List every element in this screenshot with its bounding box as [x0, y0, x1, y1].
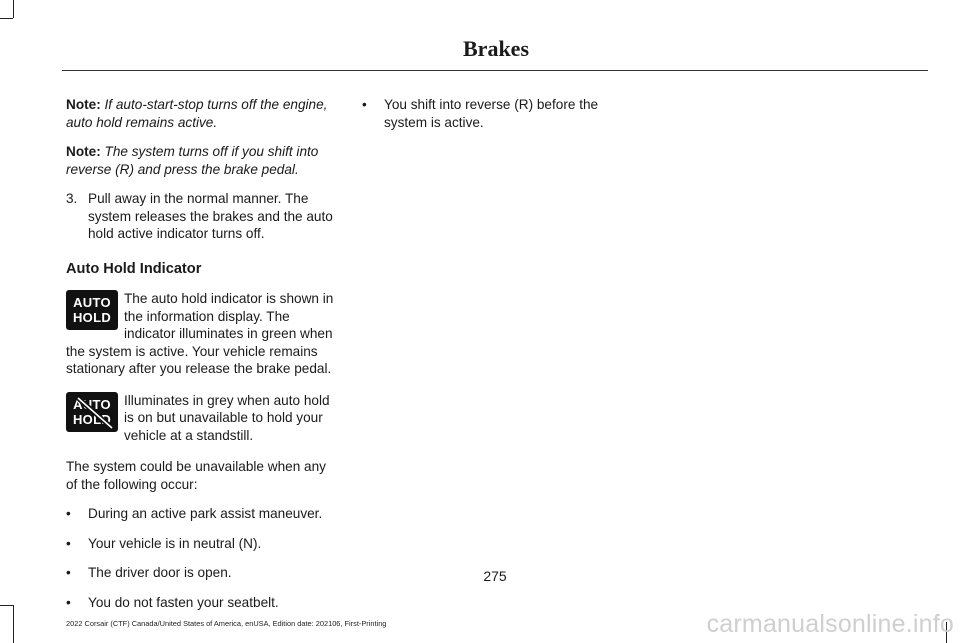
strike-through-icon [66, 392, 118, 432]
list-item-text: The driver door is open. [88, 565, 232, 580]
watermark: carmanualsonline.info [706, 610, 954, 638]
step-number: 3. [66, 191, 78, 206]
note-auto-start-stop [66, 96, 338, 131]
auto-hold-unavailable-icon [66, 392, 118, 432]
step-3 [66, 190, 338, 243]
list-item-text: You do not fasten your seatbelt. [88, 594, 279, 610]
right-column [362, 96, 622, 143]
page-number: 275 [483, 568, 507, 584]
header-divider [62, 70, 928, 71]
indicator-unavailable-block [66, 392, 338, 445]
indicator-active-description: The auto hold indicator is shown in the information display. The indicator illuminates in green when the system is active. Your vehicle remains stationary after you release the brake pedal. [66, 291, 334, 376]
list-item [66, 564, 338, 582]
footer-edition-info: 2022 Corsair (CTF) Canada/United States of America, enUSA, Edition date: 202106, First-Printing [66, 619, 387, 628]
section-heading: Auto Hold Indicator [66, 260, 202, 277]
note-text: The system turns off if you shift into reverse (R) and press the brake pedal. [66, 144, 319, 177]
list-item-text: During an active park assist maneuver. [88, 506, 323, 521]
icon-text-line: HOLD [72, 310, 112, 325]
note-reverse [66, 143, 338, 178]
bullet-icon: • [66, 506, 71, 521]
icon-text-line: HOLD [72, 411, 112, 427]
bullet-icon: • [66, 535, 71, 551]
crop-mark [13, 0, 14, 18]
icon-text-line: AUTO [73, 396, 111, 412]
indicator-active-block [66, 290, 338, 378]
indicator-unavailable-description: Illuminates in grey when auto hold is on but unavailable to hold your vehicle at a standstill. [124, 392, 330, 443]
list-item [66, 594, 338, 612]
bullet-icon: • [362, 97, 367, 112]
step-text: Pull away in the normal manner. The system releases the brakes and the auto hold active indicator turns off. [88, 191, 333, 241]
icon-text-line: AUTO [73, 295, 111, 310]
unavailable-intro: The system could be unavailable when any of the following occur: [66, 459, 326, 492]
crop-mark [0, 605, 13, 606]
list-item-text: You shift into reverse (R) before the system is active. [384, 97, 599, 130]
left-column [66, 96, 338, 623]
list-item-text: Your vehicle is in neutral (N). [88, 535, 262, 551]
crop-mark [13, 605, 14, 643]
note-label: Note: [66, 97, 101, 112]
list-item [66, 535, 338, 553]
auto-hold-active-icon [66, 290, 118, 330]
bullet-icon: • [66, 565, 71, 580]
note-text: If auto-start-stop turns off the engine, auto hold remains active. [66, 97, 328, 130]
crop-mark [0, 18, 13, 19]
list-item [66, 505, 338, 523]
page-title: Brakes [463, 36, 529, 61]
bullet-icon: • [66, 594, 71, 610]
note-label: Note: [66, 144, 101, 159]
list-item [362, 96, 622, 131]
